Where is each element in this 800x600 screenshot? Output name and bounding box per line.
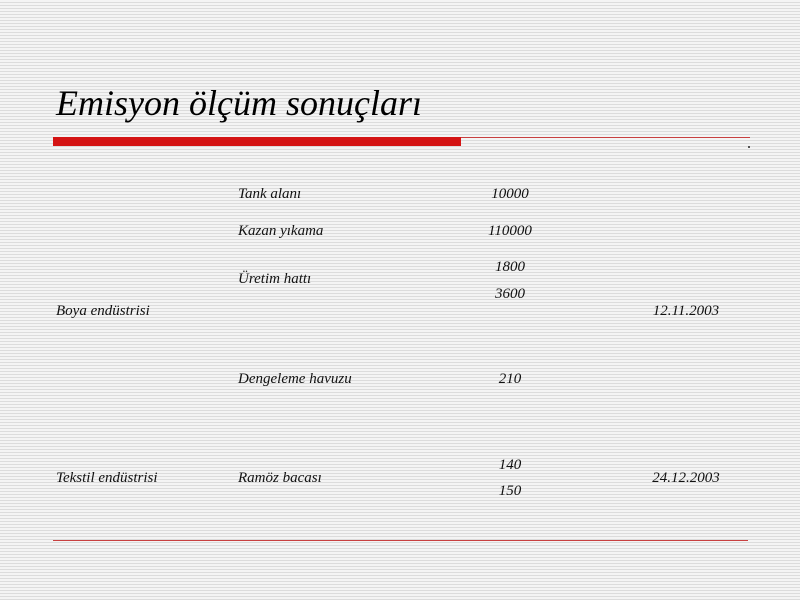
title-underline-thick [53, 137, 461, 146]
source-label: Üretim hattı [238, 271, 312, 287]
industry-label: Boya endüstrisi [56, 303, 150, 319]
measurement-value: 10000 [491, 186, 529, 202]
source-label: Dengeleme havuzu [238, 371, 352, 387]
measurement-value: 140 [498, 457, 522, 473]
source-label: Tank alanı [238, 186, 302, 202]
source-label: Kazan yıkama [238, 223, 324, 239]
measurement-value: 3600 [495, 286, 525, 302]
measurement-value: 110000 [488, 223, 532, 239]
source-label: Ramöz bacası [238, 470, 322, 486]
industry-label: Tekstil endüstrisi [56, 470, 158, 486]
measurement-date: 12.11.2003 [652, 303, 720, 319]
measurement-value: 210 [498, 371, 522, 387]
slide-title: Emisyon ölçüm sonuçları [56, 83, 422, 123]
measurement-date: 24.12.2003 [652, 470, 720, 486]
title-underline-thin [461, 137, 750, 138]
corner-dot [748, 146, 750, 148]
measurement-value: 1800 [495, 259, 525, 275]
measurement-value: 150 [498, 483, 522, 499]
bottom-rule [53, 540, 748, 541]
